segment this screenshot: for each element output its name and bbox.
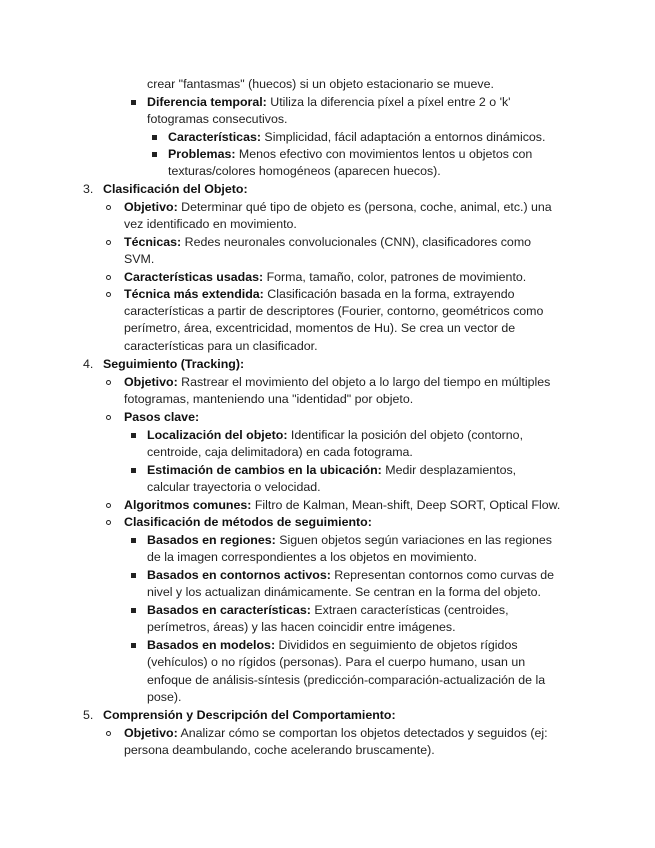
list-item-pasos: Pasos clave: <box>124 410 200 424</box>
list-item-caracteristicas: Basados en características: Extraen características (centroides, <box>147 603 509 617</box>
list-item-text: vez identificado en movimiento. <box>124 217 297 231</box>
list-item-text: centroide, caja delimitadora) en cada fotograma. <box>147 445 413 459</box>
square-bullet-icon <box>131 468 136 473</box>
list-item-problemas <box>168 146 532 163</box>
list-item-text: características para un clasificador. <box>124 339 318 353</box>
list-item-caracteristicas <box>168 129 545 146</box>
circle-bullet-icon <box>106 275 111 280</box>
list-item-text: características a partir de descriptores (Fourier, contorno, geométricos como <box>124 304 544 318</box>
circle-bullet-icon <box>106 415 111 420</box>
square-bullet-icon <box>131 643 136 648</box>
square-bullet-icon <box>152 152 157 157</box>
list-item-localizacion: Localización del objeto: Identificar la posición del objeto (contorno, <box>147 428 524 442</box>
item-text: Utiliza la diferencia píxel a píxel entre 2 o 'k' <box>266 95 511 109</box>
list-item-text: perímetros, áreas) y las hacen coincidir entre imágenes. <box>147 620 456 634</box>
list-item-caract-usadas: Características usadas: Forma, tamaño, color, patrones de movimiento. <box>124 270 527 284</box>
square-bullet-icon <box>131 573 136 578</box>
square-bullet-icon <box>131 538 136 543</box>
list-item-algoritmos: Algoritmos comunes: Filtro de Kalman, Mean-shift, Deep SORT, Optical Flow. <box>124 498 561 512</box>
list-item-text: texturas/colores homogéneos (aparecen huecos). <box>168 164 441 178</box>
item-label: Diferencia temporal: <box>147 95 267 109</box>
list-item-contornos: Basados en contornos activos: Representan contornos como curvas de <box>147 568 554 582</box>
section-title: Seguimiento (Tracking): <box>103 357 245 371</box>
list-item-tecnica-extendida: Técnica más extendida: Clasificación basada en la forma, extrayendo <box>124 287 515 301</box>
list-item-text: pose). <box>147 690 182 704</box>
list-item-objetivo: Objetivo: Determinar qué tipo de objeto es (persona, coche, animal, etc.) una <box>124 200 552 214</box>
list-item-text: nivel y los actualizan dinámicamente. Se centran en la forma del objeto. <box>147 585 541 599</box>
list-item-text: de la imagen correspondientes a los objetos en movimiento. <box>147 550 477 564</box>
section-title: Clasificación del Objeto: <box>103 182 248 196</box>
list-item-clasificacion: Clasificación de métodos de seguimiento: <box>124 515 372 529</box>
list-item-text: perímetro, área, excentricidad, momentos de Hu). Se crea un vector de <box>124 321 516 335</box>
list-item-text: calcular trayectoria o velocidad. <box>147 480 321 494</box>
item-text: Menos efectivo con movimientos lentos u objetos con <box>235 147 533 161</box>
circle-bullet-icon <box>106 380 111 385</box>
list-item-text: fotogramas, manteniendo una "identidad" por objeto. <box>124 392 414 406</box>
section-number: 4. <box>83 357 94 371</box>
list-item-objetivo: Objetivo: Rastrear el movimiento del objeto a lo largo del tiempo en múltiples <box>124 375 551 389</box>
list-item-text: enfoque de análisis-síntesis (predicción-comparación-actualización de la <box>147 673 546 687</box>
list-item-text: persona deambulando, coche acelerando bruscamente). <box>124 743 435 757</box>
square-bullet-icon <box>131 433 136 438</box>
square-bullet-icon <box>131 100 136 105</box>
item-text: Simplicidad, fácil adaptación a entornos dinámicos. <box>260 130 546 144</box>
list-item-objetivo: Objetivo: Analizar cómo se comportan los objetos detectados y seguidos (ej: <box>124 726 548 740</box>
list-item-text: fotogramas consecutivos. <box>147 112 288 126</box>
circle-bullet-icon <box>106 292 111 297</box>
circle-bullet-icon <box>106 240 111 245</box>
item-label: Problemas: <box>168 147 236 161</box>
section-number: 5. <box>83 708 94 722</box>
list-item-regiones: Basados en regiones: Siguen objetos según variaciones en las regiones <box>147 533 552 547</box>
item-label: Características: <box>168 130 261 144</box>
section-title: Comprensión y Descripción del Comportamiento: <box>103 708 396 722</box>
continuation-line: crear "fantasmas" (huecos) si un objeto estacionario se mueve. <box>147 77 494 91</box>
list-item-modelos: Basados en modelos: Divididos en seguimiento de objetos rígidos <box>147 638 518 652</box>
list-item-tecnicas: Técnicas: Redes neuronales convolucionales (CNN), clasificadores como <box>124 235 532 249</box>
list-item-diferencia-temporal <box>147 94 511 111</box>
circle-bullet-icon <box>106 503 111 508</box>
list-item-text: (vehículos) o no rígidos (personas). Para el cuerpo humano, usan un <box>147 655 526 669</box>
square-bullet-icon <box>131 608 136 613</box>
circle-bullet-icon <box>106 520 111 525</box>
list-item-text: SVM. <box>124 252 155 266</box>
square-bullet-icon <box>152 135 157 140</box>
circle-bullet-icon <box>106 731 111 736</box>
list-item-estimacion: Estimación de cambios en la ubicación: Medir desplazamientos, <box>147 463 517 477</box>
section-number: 3. <box>83 182 94 196</box>
circle-bullet-icon <box>106 205 111 210</box>
